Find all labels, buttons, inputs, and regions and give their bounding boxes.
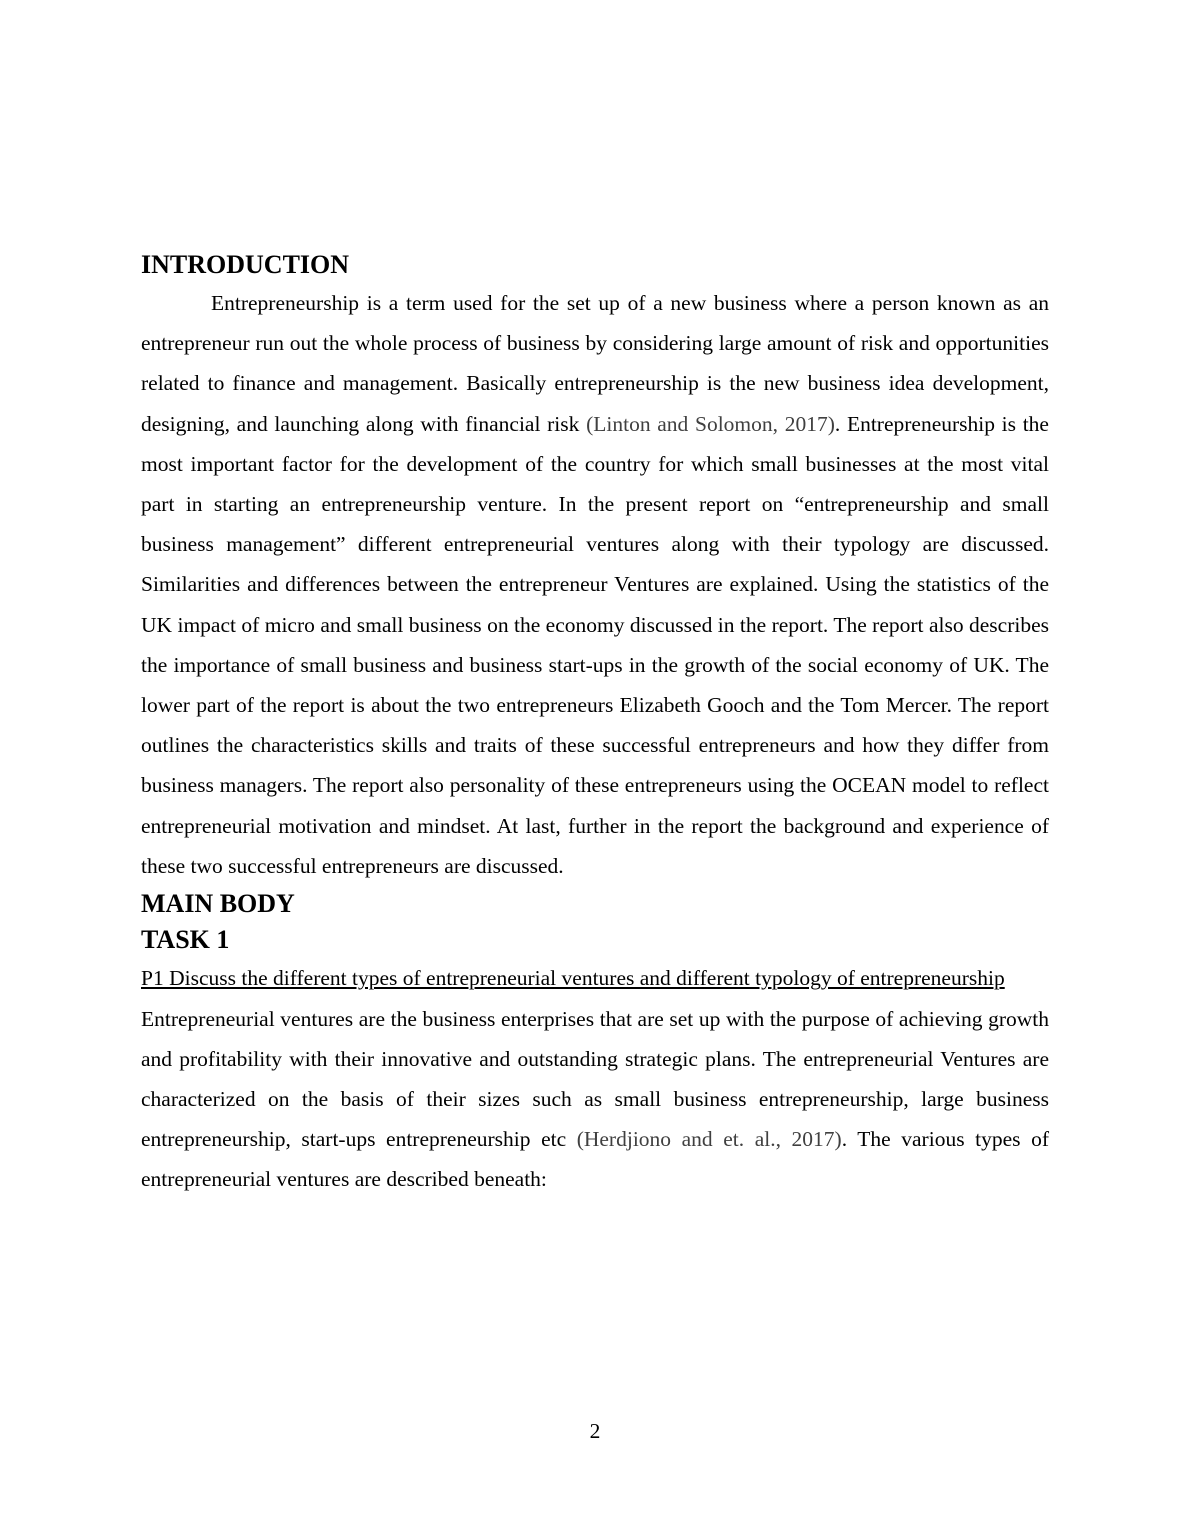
- intro-text-part1: Entrepreneurship is a term used for the set up of a new business where a person known as an entrepreneur run out the whole process of business by considering large amount of risk and opportunities related to finance and management. Basically entrepreneurship is the new business idea development, designing, and launching along with financial risk: [141, 291, 1049, 436]
- introduction-heading: INTRODUCTION: [141, 250, 350, 279]
- page-content: [141, 247, 1049, 1200]
- p1-text-part1: Entrepreneurial ventures are the business enterprises that are set up with the purpose of achieving growth and profitability with their innovative and outstanding strategic plans. The entrepreneurial Ventures are characterized on the basis of their sizes such as small business entrepreneurship, large business entrepreneurship, start-ups entrepreneurship etc: [141, 1006, 1049, 1152]
- intro-citation: (Linton and Solomon, 2017): [586, 411, 835, 436]
- p1-subheading: P1 Discuss the different types of entrepreneurial ventures and different typology of entrepreneurship: [141, 966, 1005, 991]
- task-1-heading: TASK 1: [141, 925, 230, 955]
- p1-citation: (Herdjiono and et. al., 2017): [576, 1127, 842, 1152]
- main-body-heading: MAIN BODY: [141, 889, 295, 919]
- introduction-paragraph: [141, 283, 1049, 886]
- p1-text-part2: . The various types of entrepreneurial ventures are described beneath:: [141, 1127, 1049, 1192]
- p1-paragraph: [141, 999, 1049, 1200]
- intro-text-part2: . Entrepreneurship is the most important factor for the development of the country for which small businesses at the most vital part in starting an entrepreneurship venture. In the present report on “entrepreneurship and small business management” different entrepreneurial ventures along with their typology are discussed. Similarities and differences between the entrepreneur Ventures are explained. Using the statistics of the UK impact of micro and small business on the economy discussed in the report. The report also describes the importance of small business and business start-ups in the growth of the social economy of UK. The lower part of the report is about the two entrepreneurs Elizabeth Gooch and the Tom Mercer. The report outlines the characteristics skills and traits of these successful entrepreneurs and how they differ from business managers. The report also personality of these entrepreneurs using the OCEAN model to reflect entrepreneurial motivation and mindset. At last, further in the report the background and experience of these two successful entrepreneurs are discussed.: [141, 411, 1049, 878]
- page-number: 2: [589, 1419, 601, 1443]
